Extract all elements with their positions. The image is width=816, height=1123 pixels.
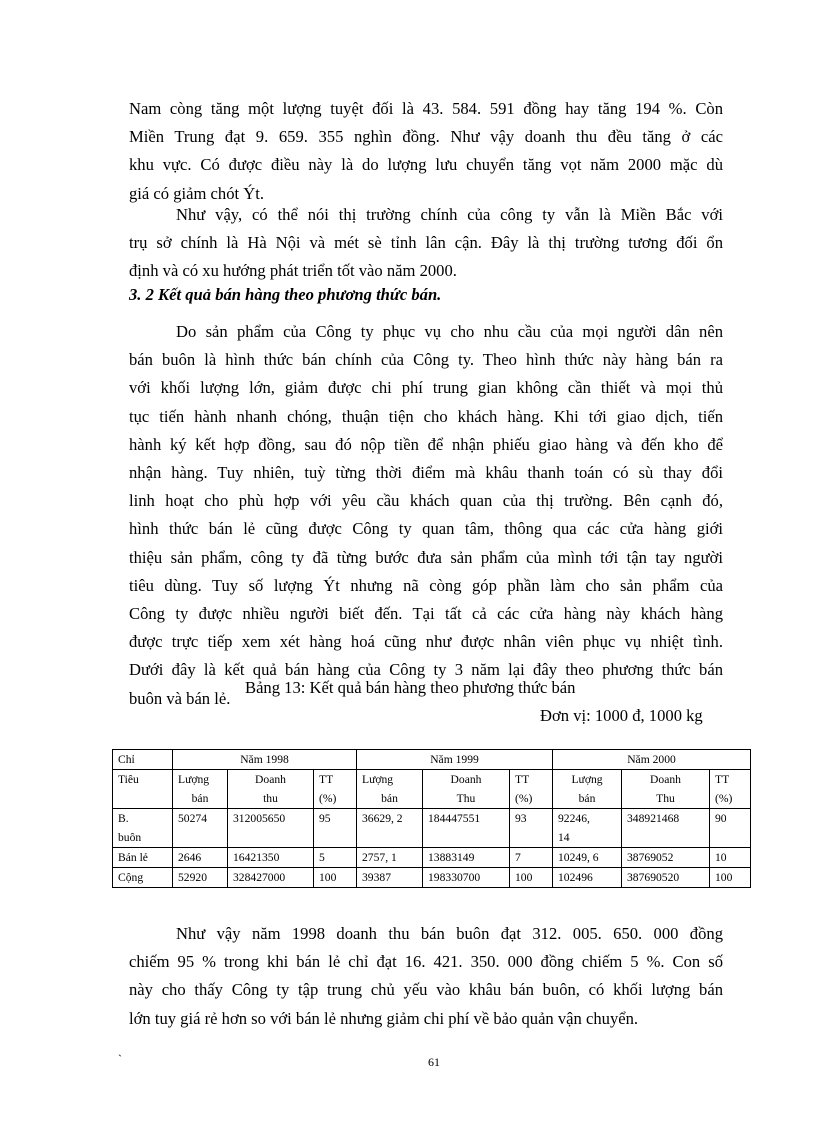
table-cell: 50274 — [173, 809, 228, 848]
subheader-text: Thu — [656, 792, 675, 805]
paragraph-4-line: chiếm 95 % trong khi bán lẻ chỉ đạt 16. 421. 350. 000 đồng chiếm 5 %. Con số — [129, 952, 723, 972]
paragraph-1 — [129, 95, 723, 208]
table-cell: 7 — [510, 848, 553, 868]
subheader-tt — [314, 770, 357, 809]
subheader-text: Doanh — [650, 773, 681, 786]
paragraph-3-line: tục tiến hành nhanh chóng, thuận tiện cho khách hàng. Khi tới giao dịch, tiến — [129, 406, 723, 426]
paragraph-4-line: này cho thấy Công ty tập trung chủ yếu vào khâu bán buôn, có khối lượng bán — [129, 980, 723, 1000]
paragraph-1-line: giá có giảm chót Ýt. — [129, 183, 265, 203]
table-cell: 348921468 — [622, 809, 710, 848]
subheader-luong — [173, 770, 228, 809]
table-cell: 100 — [710, 868, 751, 888]
header-tieu-text: Tiêu — [118, 773, 139, 786]
paragraph-1-line: Miền Trung đạt 9. 659. 355 nghìn đồng. Như vậy doanh thu đều tăng ở các — [129, 127, 723, 147]
subheader-text: Thu — [456, 792, 476, 805]
subheader-text: bán — [381, 792, 398, 805]
table-cell: 13883149 — [423, 848, 510, 868]
header-chi — [113, 750, 173, 770]
table-cell-text: 92246, — [558, 812, 590, 825]
paragraph-3-line: hình thức bán lẻ cũng được Công ty quan tâm, thông qua các cửa hàng giới — [129, 519, 723, 539]
paragraph-2 — [129, 201, 723, 286]
paragraph-3-line: nhận hàng. Tuy nhiên, tuỳ từng thời điểm mà khâu thanh toán có sù thay đổi — [129, 463, 723, 483]
paragraph-3-line: Dưới đây là kết quả bán hàng của Công ty 3 năm lại đây theo phương thức bán — [129, 660, 723, 680]
paragraph-3 — [129, 318, 723, 713]
table-cell: 184447551 — [423, 809, 510, 848]
paragraph-2-line: trụ sở chính là Hà Nội và mét sè tỉnh lân cận. Đây là thị trường tương đối ổn — [129, 233, 723, 253]
subheader-doanh — [228, 770, 314, 809]
paragraph-2-line: Như vậy, có thể nói thị trường chính của công ty vẫn là Miền Bắc với — [176, 205, 723, 224]
table-cell: 2646 — [173, 848, 228, 868]
paragraph-3-line: được trực tiếp xem xét hàng hoá cũng như được nhân viên phục vụ nhiệt tình. — [129, 632, 723, 652]
row-label — [113, 809, 173, 848]
table-cell: 10 — [710, 848, 751, 868]
paragraph-3-line: tiêu dùng. Tuy số lượng Ýt nhưng nã còng góp phần làm cho sản phẩm của — [129, 575, 723, 595]
sales-table — [112, 749, 751, 888]
paragraph-1-line: khu vực. Có được điều này là do lượng lưu chuyển tăng vọt năm 2000 mặc dù — [129, 155, 723, 175]
table-cell: 2757, 1 — [357, 848, 423, 868]
table-row-cong — [113, 868, 751, 888]
paragraph-2-line: định và có xu hướng phát triển tốt vào năm 2000. — [129, 261, 457, 281]
table-cell: 102496 — [553, 868, 622, 888]
subheader-doanh — [423, 770, 510, 809]
subheader-text: bán — [191, 792, 209, 805]
table-cell: 38769052 — [622, 848, 710, 868]
header-year-2000: Năm 2000 — [553, 750, 751, 770]
section-heading: 3. 2 Kết quả bán hàng theo phương thức bán. — [129, 285, 442, 304]
table-subheader-row — [113, 770, 751, 809]
subheader-text: Lượng — [362, 773, 394, 786]
header-chi-text: Chỉ — [118, 753, 135, 766]
subheader-text: (%) — [715, 792, 733, 805]
paragraph-4-line: Như vậy năm 1998 doanh thu bán buôn đạt 312. 005. 650. 000 đồng — [176, 924, 723, 943]
row-label-text: B. — [118, 812, 129, 825]
subheader-tt — [510, 770, 553, 809]
row-label-text: buôn — [118, 831, 142, 844]
subheader-text: TT — [319, 773, 334, 786]
subheader-text: Lượng — [178, 773, 210, 786]
table-row-ban-le — [113, 848, 751, 868]
subheader-text: TT — [515, 773, 530, 786]
table-cell-text: 14 — [558, 831, 570, 844]
table-unit: Đơn vị: 1000 đ, 1000 kg — [540, 706, 703, 725]
paragraph-3-line: với khối lượng lớn, giảm được chi phí trung gian không cần thiết và mọi thủ — [129, 378, 723, 398]
table-cell: 387690520 — [622, 868, 710, 888]
page-number: 61 — [428, 1055, 440, 1069]
subheader-text: bán — [578, 792, 596, 805]
table-cell: 16421350 — [228, 848, 314, 868]
row-label: Cộng — [113, 868, 173, 888]
table-cell: 93 — [510, 809, 553, 848]
paragraph-3-line: linh hoạt cho phù hợp với yêu cầu khách quan của thị trường. Bên cạnh đó, — [129, 491, 723, 511]
subheader-text: Lượng — [571, 773, 603, 786]
header-year-1998: Năm 1998 — [173, 750, 357, 770]
table-cell: 198330700 — [423, 868, 510, 888]
subheader-text: thu — [263, 792, 278, 805]
header-year-1999: Năm 1999 — [357, 750, 553, 770]
paragraph-3-line: Do sản phẩm của Công ty phục vụ cho nhu cầu của mọi người dân nên — [176, 322, 723, 341]
table-cell: 90 — [710, 809, 751, 848]
table-cell: 36629, 2 — [357, 809, 423, 848]
subheader-doanh — [622, 770, 710, 809]
table-cell: 100 — [510, 868, 553, 888]
row-label: Bán lẻ — [113, 848, 173, 868]
subheader-text: TT — [715, 773, 730, 786]
table-cell: 5 — [314, 848, 357, 868]
table-cell — [553, 809, 622, 848]
subheader-luong — [357, 770, 423, 809]
subheader-text: (%) — [319, 792, 337, 805]
paragraph-3-line: hành ký kết hợp đồng, sau đó nộp tiền để nhận phiếu giao hàng và đến kho để — [129, 434, 723, 454]
table-row-ban-buon — [113, 809, 751, 848]
table-caption: Bảng 13: Kết quả bán hàng theo phương thức bán — [245, 678, 576, 697]
footer-mark: ` — [118, 1052, 122, 1066]
table-header-row — [113, 750, 751, 770]
table-cell: 39387 — [357, 868, 423, 888]
subheader-text: (%) — [515, 792, 533, 805]
table-cell: 10249, 6 — [553, 848, 622, 868]
paragraph-4-line: lớn tuy giá rẻ hơn so với bán lẻ nhưng giảm chi phí về bảo quản vận chuyển. — [129, 1008, 639, 1028]
paragraph-3-line: Công ty được nhiều người biết đến. Tại tất cả các cửa hàng này khách hàng — [129, 604, 723, 624]
paragraph-4 — [129, 920, 723, 1033]
paragraph-1-line: Nam còng tăng một lượng tuyệt đối là 43. 584. 591 đồng hay tăng 194 %. Còn — [129, 99, 723, 118]
subheader-text: Doanh — [255, 773, 286, 786]
table-cell: 312005650 — [228, 809, 314, 848]
table-cell: 95 — [314, 809, 357, 848]
subheader-luong — [553, 770, 622, 809]
paragraph-3-line: bán buôn là hình thức bán chính của Công ty. Theo hình thức này hàng bán ra — [129, 350, 723, 370]
paragraph-3-line: buôn và bán lẻ. — [129, 688, 231, 708]
subheader-text: Doanh — [450, 773, 482, 786]
table-cell: 100 — [314, 868, 357, 888]
table-cell: 328427000 — [228, 868, 314, 888]
paragraph-3-line: thiệu sản phẩm, công ty đã từng bước đưa sản phẩm của mình tới tận tay người — [129, 547, 723, 567]
subheader-tt — [710, 770, 751, 809]
header-tieu — [113, 770, 173, 809]
table-cell: 52920 — [173, 868, 228, 888]
